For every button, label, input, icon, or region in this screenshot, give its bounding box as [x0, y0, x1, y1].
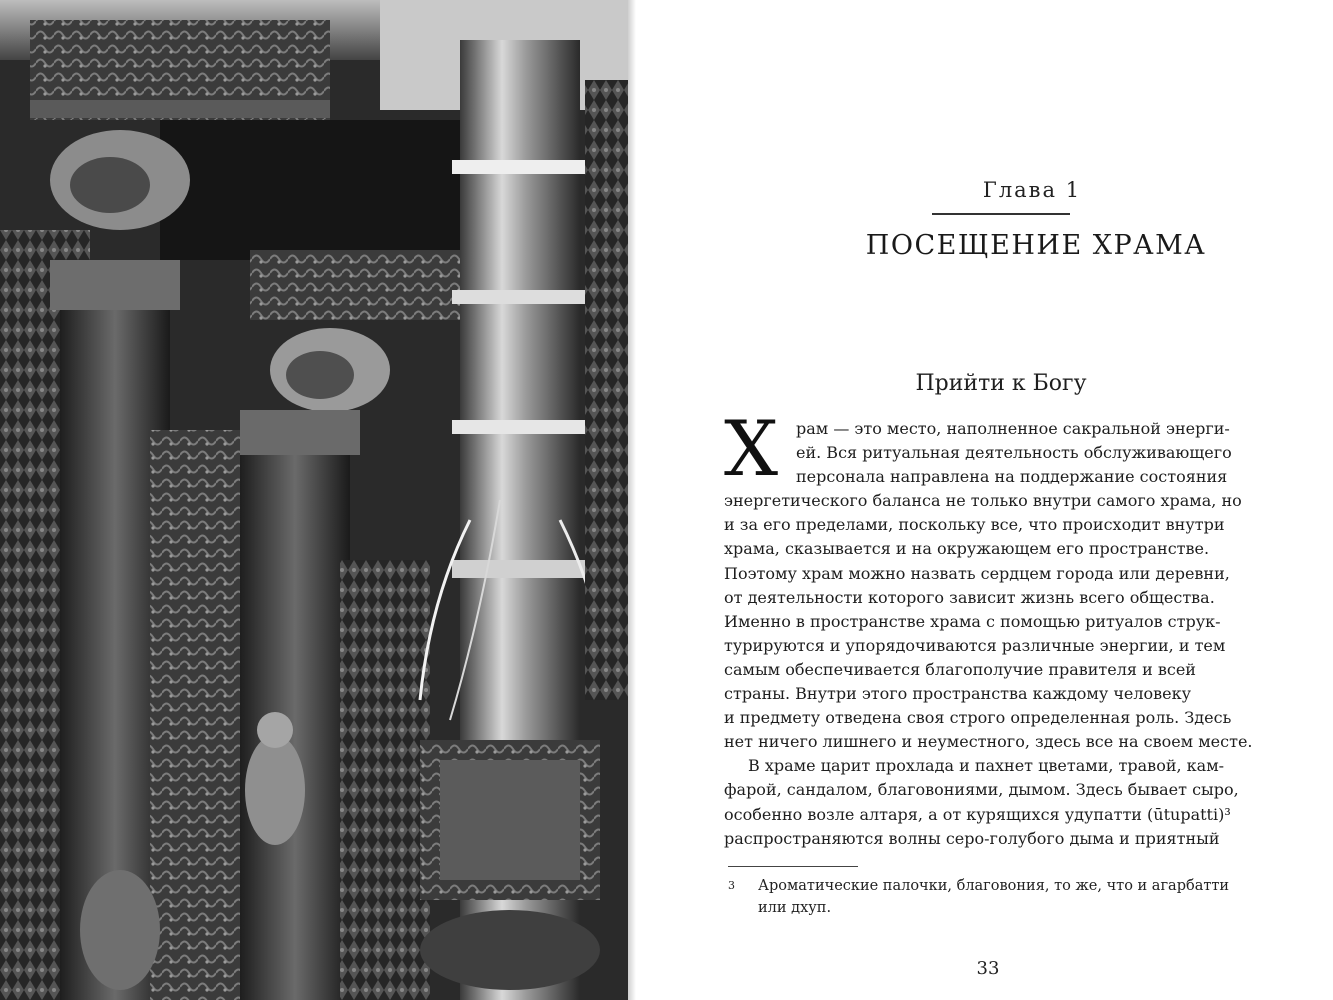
body-line: от деятельности которого зависит жизнь всего общества.: [724, 587, 1215, 607]
section-heading: Прийти к Богу: [915, 371, 1087, 396]
drop-cap: Х: [724, 404, 779, 493]
body-line: ей. Вся ритуальная деятельность обслуживающего: [796, 443, 1232, 463]
page-gutter: [628, 0, 636, 1000]
page-number: 33: [976, 958, 1000, 979]
body-line: храма, сказывается и на окружающем его пространстве.: [724, 539, 1210, 559]
footnote-rule: [728, 866, 858, 867]
body-line: нет ничего лишнего и неуместного, здесь все на своем месте.: [724, 732, 1253, 752]
body-line: турируются и упорядочиваются различные энергии, и тем: [724, 635, 1226, 655]
body-text: [724, 404, 1254, 851]
body-line: и предмету отведена своя строго определенная роль. Здесь: [724, 708, 1232, 728]
body-line: персонала направлена на поддержание состояния: [796, 467, 1228, 487]
chapter-rule: [932, 213, 1070, 215]
body-line: В храме царит прохлада и пахнет цветами, травой, кам-: [748, 756, 1225, 776]
body-line: Именно в пространстве храма с помощью ритуалов струк-: [724, 611, 1221, 631]
body-line: и за его пределами, поскольку все, что происходит внутри: [724, 515, 1225, 535]
body-line: распространяются волны серо-голубого дыма и приятный: [724, 828, 1220, 848]
body-line: фарой, сандалом, благовониями, дымом. Здесь бывает сыро,: [724, 780, 1239, 800]
body-line: энергетического баланса не только внутри самого храма, но: [724, 491, 1242, 511]
body-line: рам — это место, наполненное сакральной энерги-: [796, 419, 1230, 438]
temple-photo: [0, 0, 628, 1000]
temple-photo-image: [0, 0, 628, 1000]
text-page: [636, 0, 1333, 1000]
footnote-number: 3: [728, 879, 735, 892]
body-line: страны. Внутри этого пространства каждому человеку: [724, 684, 1192, 704]
body-line: самым обеспечивается благополучие правителя и всей: [724, 659, 1196, 679]
chapter-title: ПОСЕЩЕНИЕ ХРАМА: [865, 230, 1207, 261]
footnote-line: Ароматические палочки, благовония, то же, что и агарбатти: [758, 878, 1230, 894]
body-line: особенно возле алтаря, а от курящихся удупатти (ūtupatti)³: [724, 804, 1231, 824]
body-line: Поэтому храм можно назвать сердцем города или деревни,: [724, 563, 1230, 583]
footnote-text: [758, 875, 1268, 919]
chapter-label: Глава 1: [982, 178, 1082, 202]
footnote-line: или дхуп.: [758, 900, 832, 916]
